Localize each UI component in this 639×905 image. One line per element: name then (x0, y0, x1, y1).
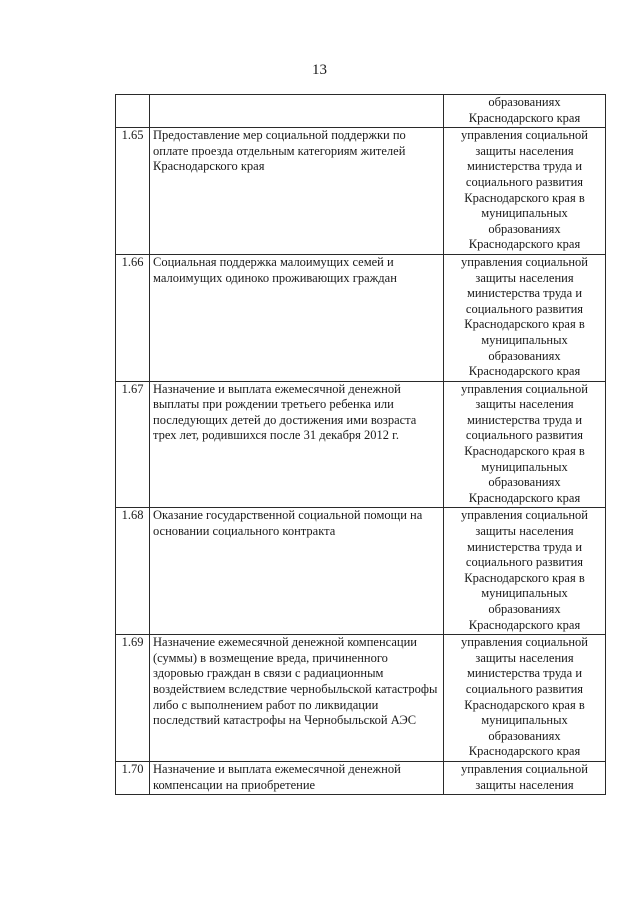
service-name-cell: Назначение и выплата ежемесячной денежной компенсации на приобретение (150, 761, 444, 794)
responsible-organization-cell (444, 254, 606, 381)
organization-line: защиты населения (475, 397, 574, 412)
row-number-cell: 1.68 (116, 508, 150, 635)
organization-line: Краснодарского края (468, 110, 581, 125)
row-number-cell (116, 95, 150, 128)
organization-line: министерства труда и (466, 286, 583, 301)
organization-line: муниципальных (481, 332, 568, 347)
row-number-cell: 1.69 (116, 635, 150, 762)
services-table-body (116, 95, 606, 795)
organization-line: управления социальной (461, 635, 588, 650)
organization-line: Краснодарского края в (464, 444, 585, 459)
organization-line: образованиях (488, 95, 561, 109)
organization-line: управления социальной (461, 254, 588, 269)
organization-line: защиты населения (475, 270, 574, 285)
services-table (115, 94, 606, 795)
responsible-organization-cell (444, 95, 606, 128)
organization-line: Краснодарского края (468, 364, 581, 379)
organization-line: защиты населения (475, 143, 574, 158)
organization-line: социального развития (465, 681, 584, 696)
organization-line: образованиях (488, 728, 561, 743)
organization-line: социального развития (465, 555, 584, 570)
table-row (116, 128, 606, 255)
organization-line: Краснодарского края (468, 617, 581, 632)
row-number-cell: 1.66 (116, 254, 150, 381)
organization-line: Краснодарского края в (464, 317, 585, 332)
responsible-organization-cell (444, 761, 606, 794)
organization-line: образованиях (488, 475, 561, 490)
responsible-organization-cell (444, 635, 606, 762)
organization-line: образованиях (488, 602, 561, 616)
organization-line: Краснодарского края в (464, 190, 585, 205)
organization-line: муниципальных (481, 206, 568, 221)
organization-line: Краснодарского края в (464, 570, 585, 585)
service-name-cell: Оказание государственной социальной помощи на основании социального контракта (150, 508, 444, 635)
organization-line: Краснодарского края (468, 237, 581, 252)
organization-line: управления социальной (461, 508, 588, 523)
organization-line: образованиях (488, 348, 561, 363)
organization-line: Краснодарского края (468, 490, 581, 505)
organization-line: министерства труда и (466, 666, 583, 681)
organization-line: муниципальных (481, 713, 568, 728)
organization-line: управления социальной (461, 761, 588, 776)
service-name-cell: Назначение и выплата ежемесячной денежной выплаты при рождении третьего ребенка или последующих детей до достижения ими возраста трех лет, родившихся после 31 декабря 2012 г. (150, 381, 444, 508)
table-row (116, 508, 606, 635)
organization-line: министерства труда и (466, 412, 583, 427)
service-name-cell: Назначение ежемесячной денежной компенсации (суммы) в возмещение вреда, причиненного здоровью граждан в связи с радиационным воздействием вследствие чернобыльской катастрофы либо с выполнением работ по ликвидации последствий катастрофы на Чернобыльской АЭС (150, 635, 444, 762)
organization-line: Краснодарского края (468, 744, 581, 759)
organization-line: образованиях (488, 221, 561, 236)
table-row (116, 254, 606, 381)
table-row (116, 381, 606, 508)
organization-line: министерства труда и (466, 159, 583, 174)
organization-line: социального развития (465, 174, 584, 189)
page-number: 13 (312, 62, 327, 78)
organization-line: защиты населения (475, 777, 574, 792)
organization-line: управления социальной (461, 128, 588, 143)
table-row (116, 635, 606, 762)
responsible-organization-cell (444, 128, 606, 255)
organization-line: социального развития (465, 301, 584, 316)
organization-line: управления социальной (461, 381, 588, 396)
table-row (116, 95, 606, 128)
organization-line: Краснодарского края в (464, 697, 585, 712)
organization-line: социального развития (465, 428, 584, 443)
organization-line: министерства труда и (466, 539, 583, 554)
service-name-cell: Предоставление мер социальной поддержки по оплате проезда отдельным категориям жителей Краснодарского края (150, 128, 444, 255)
row-number-cell: 1.67 (116, 381, 150, 508)
row-number-cell: 1.70 (116, 761, 150, 794)
organization-line: защиты населения (475, 650, 574, 665)
service-name-cell: Социальная поддержка малоимущих семей и малоимущих одиноко проживающих граждан (150, 254, 444, 381)
responsible-organization-cell (444, 381, 606, 508)
row-number-cell: 1.65 (116, 128, 150, 255)
organization-line: муниципальных (481, 459, 568, 474)
table-row (116, 761, 606, 794)
service-name-cell (150, 95, 444, 128)
responsible-organization-cell (444, 508, 606, 635)
organization-line: защиты населения (475, 524, 574, 539)
organization-line: муниципальных (481, 586, 568, 601)
